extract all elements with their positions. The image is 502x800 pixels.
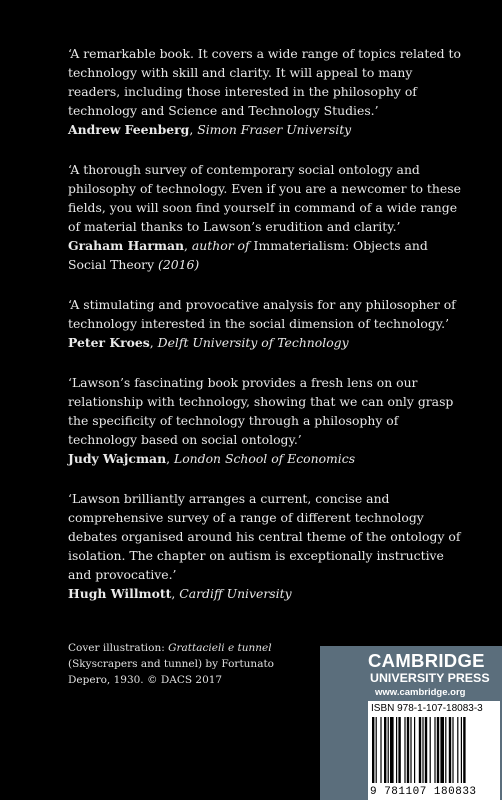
blurb-harman xyxy=(68,160,468,274)
publisher-url: www.cambridge.org xyxy=(375,687,466,698)
author-affiliation: Delft University of Technology xyxy=(157,335,349,350)
author-work: Immaterialism: Objects and Social Theory xyxy=(68,238,428,272)
blurb-text: ‘A stimulating and provocative analysis for any philosopher of technology interested in the social dimension of technology.’ xyxy=(68,297,456,331)
blurb-attribution: Judy Wajcman, London School of Economics xyxy=(68,451,356,466)
author-affiliation: Simon Fraser University xyxy=(197,122,352,137)
blurb-attribution: Hugh Willmott, Cardiff University xyxy=(68,586,292,601)
blurb-text: ‘Lawson’s fascinating book provides a fresh lens on our relationship with technology, showing that we can only grasp the specificity of technology through a philosophy of technology based on social ontology.’ xyxy=(68,375,454,447)
author-name: Andrew Feenberg xyxy=(68,122,190,137)
blurb-text: ‘Lawson brilliantly arranges a current, concise and comprehensive survey of a range of different technology debates organised around his central theme of the ontology of isolation. The chapter on autism is exceptionally instructive and provocative.’ xyxy=(68,491,461,582)
blurb-attribution: Peter Kroes, Delft University of Technology xyxy=(68,335,349,350)
author-name: Graham Harman xyxy=(68,238,185,253)
publisher-subtitle: UNIVERSITY PRESS xyxy=(370,671,490,685)
author-affiliation: author of xyxy=(191,238,254,253)
barcode-box xyxy=(368,701,500,800)
artwork-title: Grattacieli e tunnel xyxy=(168,642,272,654)
author-name: Judy Wajcman xyxy=(68,451,167,466)
barcode-icon xyxy=(370,717,498,783)
blurb-wajcman xyxy=(68,373,468,468)
author-affiliation: London School of Economics xyxy=(173,451,356,466)
blurb-text: ‘A thorough survey of contemporary social ontology and philosophy of technology. Even if you are a newcomer to these fields, you will soon find yourself in command of a wide range of material thanks to Lawson’s erudition and clarity.’ xyxy=(68,162,461,234)
publisher-name: CAMBRIDGE xyxy=(368,650,485,671)
barcode-digits: 9 781107 180833 xyxy=(370,786,477,798)
blurb-kroes xyxy=(68,295,468,352)
author-name: Peter Kroes xyxy=(68,335,150,350)
blurb-willmott xyxy=(68,489,468,603)
blurb-feenberg xyxy=(68,44,468,139)
blurb-attribution: Andrew Feenberg, Simon Fraser University xyxy=(68,122,352,137)
cover-illustration-credit: Cover illustration: Grattacieli e tunnel (Skyscrapers and tunnel) by Fortunato Depero, 1930. © DACS 2017 xyxy=(68,642,274,686)
endorsements xyxy=(68,44,468,624)
publisher-panel xyxy=(320,646,502,800)
author-affiliation: Cardiff University xyxy=(179,586,292,601)
author-name: Hugh Willmott xyxy=(68,586,172,601)
isbn-label: ISBN 978-1-107-18083-3 xyxy=(371,703,483,714)
blurb-attribution: Graham Harman, author of Immaterialism: Objects and Social Theory (2016) xyxy=(68,238,428,272)
blurb-text: ‘A remarkable book. It covers a wide range of topics related to technology with skill and clarity. It will appeal to many readers, including those interested in the philosophy of technology and Science and Technology Studies.’ xyxy=(68,46,461,118)
